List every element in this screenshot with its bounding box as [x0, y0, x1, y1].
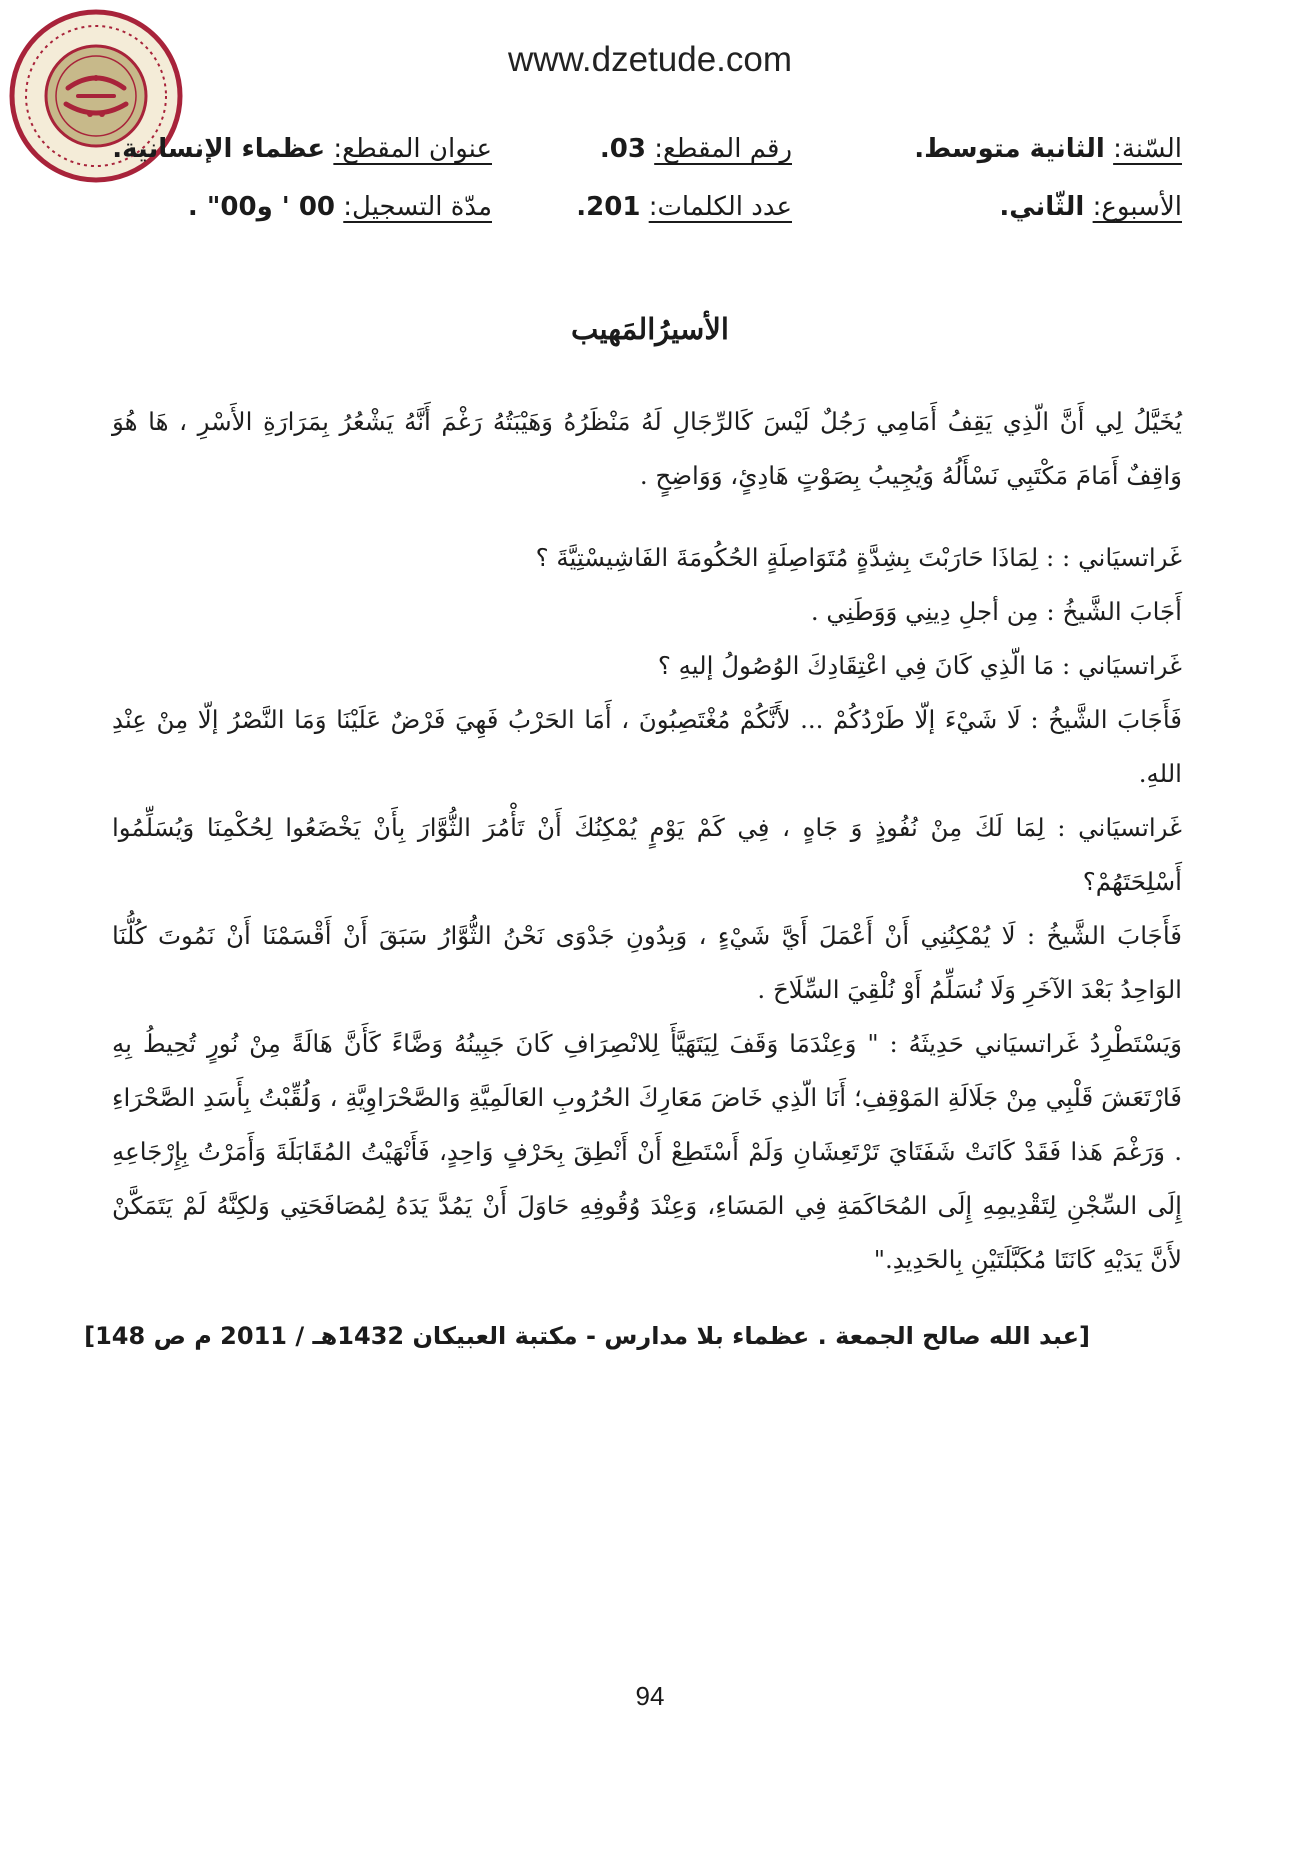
metadata-row-1 [112, 120, 1182, 178]
word-count-field [492, 192, 792, 222]
dialogue-line: غَراتسيَاني : لِمَا لَكَ مِنْ نُفُوذٍ وَ جَاهٍ ، فِي كَمْ يَوْمٍ يُمْكِنُكَ أَنْ تَأْمُرَ الثُّوَّارَ بِأَنْ يَخْضَعُوا لِحُكْمِنَا وَيُسَلِّمُوا أَسْلِحَتَهُمْ؟ [112, 813, 1182, 896]
lesson-metadata [112, 120, 1182, 236]
dialogue-line: فَأَجَابَ الشَّيخُ : لَا شَيْءَ إلّا طَرْدُكُمْ ... لأَنَّكُمْ مُغْتَصِبُونَ ، أَمَا الحَرْبُ فَهِيَ فَرْضٌ عَلَيْنَا وَمَا النَّصْرُ إلّا مِنْ عِنْدِ اللهِ. [112, 705, 1182, 788]
segment-number-label: رقم المقطع: [654, 134, 792, 164]
recording-duration-label: مدّة التسجيل: [343, 192, 492, 222]
word-count-value: 201. [576, 192, 641, 222]
week-label: الأسبوع: [1092, 192, 1182, 222]
paragraph-closing: وَيَسْتَطْرِدُ غَراتسيَاني حَدِيثَهُ : " وَعِنْدَمَا وَقَفَ لِيَتَهَيَّأَ لِلانْصِرَافِ كَانَ جَبِينُهُ وَضَّاءً كَأَنَّ هَالَةً مِنْ نُورٍ تُحِيطُ بِهِ فَارْتَعَشَ قَلْبِي مِنْ جَلَالَةِ المَوْقِفِ؛ أَنَا الّذِي خَاضَ مَعَارِكَ الحُرُوبِ العَالَمِيَّةِ وَالصَّحْرَاوِيَّةِ ، وَلُقِّبْتُ بِأَسَدِ الصَّحْرَاءِ . وَرَغْمَ هَذا فَقَدْ كَانَتْ شَفَتَايَ تَرْتَعِشَانِ وَلَمْ أَسْتَطِعْ أَنْ أَنْطِقَ بِحَرْفٍ وَاحِدٍ، فَأَنْهَيْتُ المُقَابَلَةَ وَأَمَرْتُ بِإِرْجَاعِهِ إِلَى السِّجْنِ لِتَقْدِيمِهِ إِلَى المُحَاكَمَةِ فِي المَسَاءِ، وَعِنْدَ وُقُوفِهِ حَاوَلَ أَنْ يَمُدَّ يَدَهُ لِمُصَافَحَتِي وَلكِنَّهُ لَمْ يَتَمَكَّنْ لأَنَّ يَدَيْهِ كَانَتَا مُكَبَّلَتَيْنِ بِالحَدِيدِ." [112, 1029, 1182, 1274]
dialogue-line: أَجَابَ الشَّيخُ : مِن أجلِ دِينِي وَوَطَنِي . [810, 597, 1182, 626]
segment-title-value: عظماء الإنسانية. [112, 134, 326, 164]
segment-number-value: 03. [599, 134, 646, 164]
metadata-row-2 [112, 178, 1182, 236]
document-title: الأسيرُالمَهيب [571, 312, 729, 346]
dialogue-line: غَراتسيَاني : مَا الّذِي كَانَ فِي اعْتِقَادِكَ الوُصُولُ إليهِ ؟ [657, 651, 1182, 680]
dialogue-line: غَراتسيَاني : : لِمَاذَا حَارَبْتَ بِشِدَّةٍ مُتَوَاصِلَةٍ الحُكُومَةَ الفَاشِيسْتِيَّةَ ؟ [535, 543, 1182, 572]
recording-duration-value: 00 ' و00" . [187, 192, 335, 222]
site-url[interactable]: www.dzetude.com [507, 40, 793, 79]
page-number: 94 [635, 1681, 665, 1711]
year-field [792, 134, 1182, 164]
word-count-label: عدد الكلمات: [648, 192, 792, 222]
week-field [792, 192, 1182, 222]
segment-number-field [492, 134, 792, 164]
source-citation: [عبد الله صالح الجمعة . عظماء بلا مدارس - مكتبة العبيكان 1432هـ / 2011 م ص 148] [84, 1322, 1090, 1350]
year-label: السّنة: [1113, 134, 1182, 164]
week-value: الثّاني. [999, 192, 1085, 222]
dialogue-line: فَأَجَابَ الشَّيخُ : لَا يُمْكِنُنِي أَنْ أَعْمَلَ أَيَّ شَيْءٍ ، وَبِدُونِ جَدْوَى نَحْنُ الثُّوَّارُ سَبَقَ أَنْ أَقْسَمْنَا أَنْ نَمُوتَ كُلُّنَا الوَاحِدُ بَعْدَ الآخَرِ وَلَا نُسَلِّمُ أَوْ نُلْقِيَ السِّلَاحَ . [112, 921, 1182, 1004]
segment-title-label: عنوان المقطع: [333, 134, 492, 164]
recording-duration-field [112, 192, 492, 222]
paragraph-intro: يُخَيَّلُ لِي أَنَّ الّذِي يَقِفُ أَمَامِي رَجُلٌ لَيْسَ كَالرِّجَالِ لَهُ مَنْظَرُهُ وَهَيْبَتُهُ رَغْمَ أَنَّهُ يَشْعُرُ بِمَرَارَةِ الأَسْرِ ، هَا هُوَ وَاقِفٌ أَمَامَ مَكْتَبِي نَسْأَلُهُ وَيُجِيبُ بِصَوْتٍ هَادِئٍ، وَوَاضِحٍ . [112, 407, 1182, 490]
segment-title-field [112, 134, 492, 164]
year-value: الثانية متوسط. [914, 134, 1105, 164]
document-body [112, 395, 1182, 1287]
